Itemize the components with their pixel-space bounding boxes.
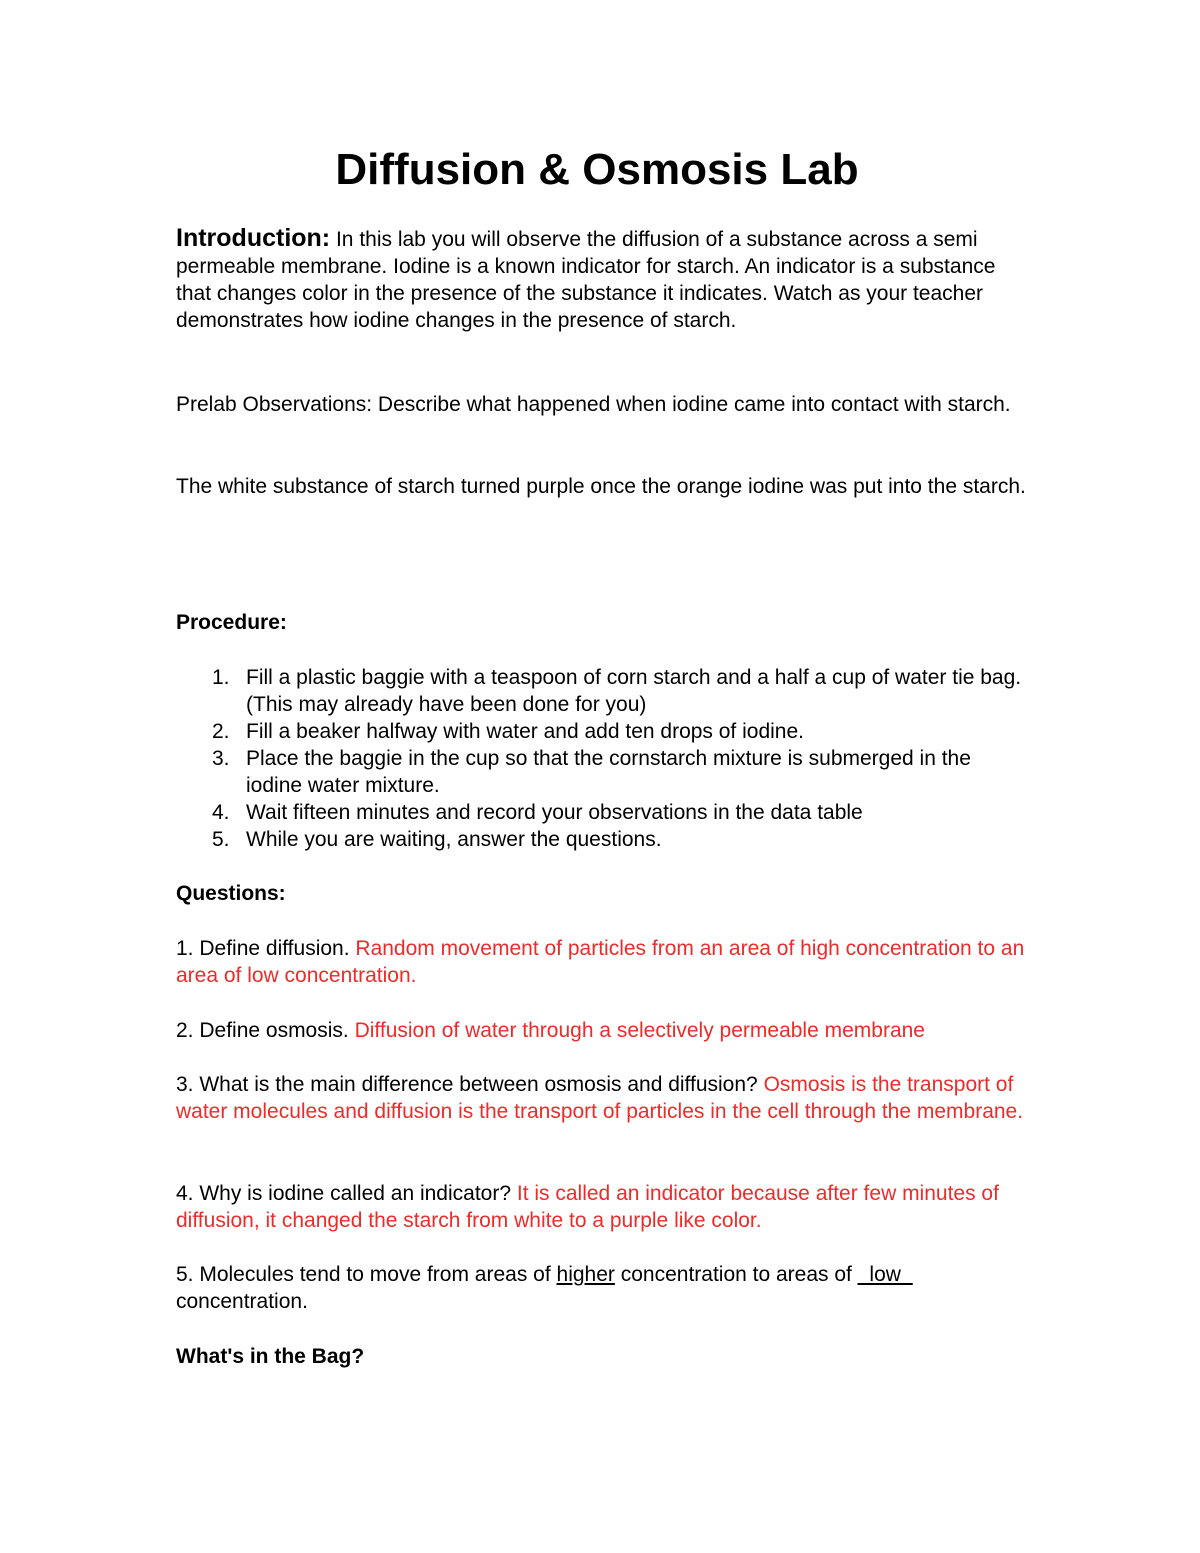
question-5 — [176, 1261, 1026, 1315]
procedure-step — [176, 664, 1026, 718]
step-text: Wait fifteen minutes and record your observations in the data table — [246, 801, 863, 824]
introduction-paragraph — [176, 225, 1026, 334]
step-text: Fill a beaker halfway with water and add ten drops of iodine. — [246, 720, 804, 743]
question-3 — [176, 1071, 1026, 1125]
procedure-step — [176, 718, 1026, 745]
step-number: 1. — [212, 666, 230, 689]
questions-heading: Questions: — [176, 882, 286, 905]
question-1 — [176, 935, 1026, 989]
question-4 — [176, 1180, 1026, 1234]
procedure-steps — [176, 664, 1026, 853]
step-number: 5. — [212, 828, 230, 851]
answer-text: Random movement of particles from an area of high concentration to an area of low concentration. — [176, 937, 1025, 987]
question-text: concentration. — [176, 1290, 308, 1313]
introduction-text: In this lab you will observe the diffusion of a substance across a semi permeable membrane. Iodine is a known indicator for starch. An indicator is a substance that changes color in the presence of the substance it indicates. Watch as your teacher demonstrates how iodine changes in the presence of starch. — [176, 228, 996, 332]
procedure-step — [176, 826, 1026, 853]
question-text: 4. Why is iodine called an indicator? — [176, 1182, 517, 1205]
procedure-heading: Procedure: — [176, 611, 287, 634]
question-text: 5. Molecules tend to move from areas of — [176, 1263, 557, 1286]
question-text: 2. Define osmosis. — [176, 1019, 355, 1042]
bag-heading: What's in the Bag? — [176, 1345, 365, 1368]
procedure-step — [176, 745, 1026, 799]
answer-text: Osmosis is the transport of water molecules and diffusion is the transport of particles in the cell through the membrane. — [176, 1073, 1024, 1123]
question-text: concentration to areas of — [614, 1263, 858, 1286]
answer-text: It is called an indicator because after few minutes of diffusion, it changed the starch from white to a purple like color. — [176, 1182, 999, 1232]
step-number: 3. — [212, 747, 230, 770]
question-2 — [176, 1017, 1026, 1044]
step-text: Place the baggie in the cup so that the cornstarch mixture is submerged in the iodine water mixture. — [246, 747, 971, 797]
answer-blank-low: _low_ — [857, 1263, 913, 1286]
answer-text: Diffusion of water through a selectively permeable membrane — [354, 1019, 925, 1042]
document-title: Diffusion & Osmosis Lab — [335, 145, 859, 194]
question-text: 1. Define diffusion. — [176, 937, 356, 960]
answer-blank-higher: higher — [556, 1263, 615, 1286]
step-text: While you are waiting, answer the questions. — [246, 828, 662, 851]
step-text: Fill a plastic baggie with a teaspoon of corn starch and a half a cup of water tie bag. (This may already have been done for you) — [246, 666, 1022, 716]
step-number: 2. — [212, 720, 230, 743]
prelab-answer: The white substance of starch turned purple once the orange iodine was put into the starch. — [176, 475, 1026, 498]
procedure-step — [176, 799, 1026, 826]
prelab-prompt: Prelab Observations: Describe what happened when iodine came into contact with starch. — [176, 393, 1011, 416]
question-text: 3. What is the main difference between osmosis and diffusion? — [176, 1073, 764, 1096]
introduction-label: Introduction: — [176, 224, 331, 252]
step-number: 4. — [212, 801, 230, 824]
